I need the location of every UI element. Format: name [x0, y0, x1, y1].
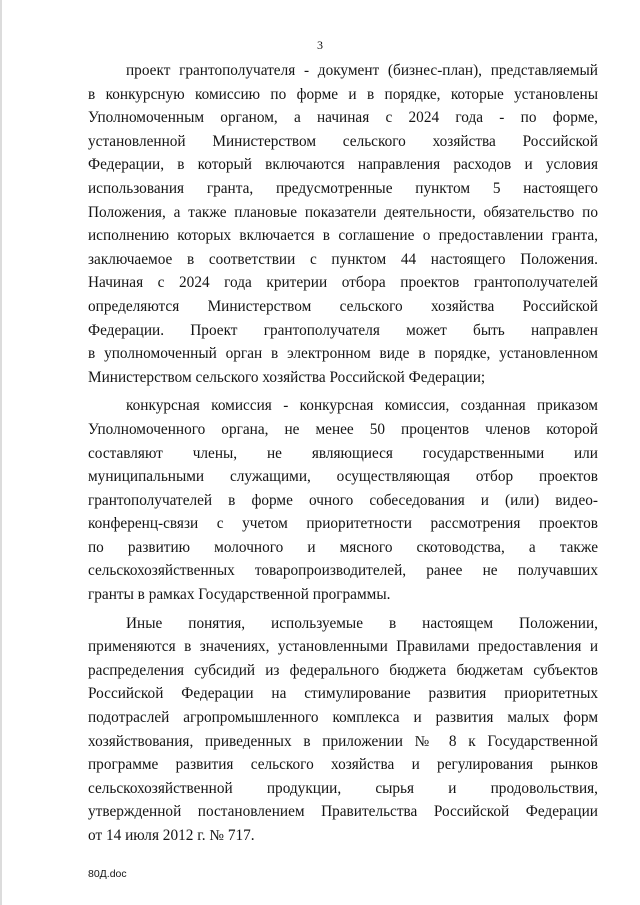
text-line: проект грантополучателя - документ (бизнес-план), представляемый: [126, 62, 598, 79]
text-line: от 14 июля 2012 г. № 717.: [88, 827, 255, 844]
text-line: сельскохозяйственной продукции, сырья и продовольствия,: [88, 779, 598, 797]
text-line: программе развития сельского хозяйства и регулирования рынков: [88, 756, 598, 774]
text-line: Положения, а также плановые показатели деятельности, обязательство по: [88, 203, 598, 221]
text-line: Министерством сельского хозяйства Российской Федерации;: [88, 368, 486, 386]
text-line: определяются Министерством сельского хозяйства Российской: [88, 297, 598, 315]
text-line: Иные понятия, используемые в настоящем Положении,: [126, 614, 598, 632]
text-line: хозяйствования, приведенных в приложении № 8 к Государственной: [88, 732, 598, 750]
paragraph: [88, 59, 598, 389]
text-line: в уполномоченный орган в электронном виде в порядке, установленном: [88, 345, 598, 363]
text-line: сельскохозяйственных товаропроизводителей, ранее не получавших: [88, 562, 598, 580]
text-line: Уполномоченного органа, не менее 50 процентов членов которой: [88, 420, 598, 438]
text-line: исполнению которых включается в соглашение о предоставлении гранта,: [88, 227, 598, 245]
document-body: [88, 59, 598, 848]
text-line: утвержденной постановлением Правительства Российской Федерации: [88, 803, 598, 821]
scan-edge: [0, 0, 2, 905]
text-line: применяются в значениях, установленными Правилами предоставления и: [88, 638, 598, 656]
text-line: Федерации, в который включаются направления расходов и условия: [88, 156, 598, 174]
text-line: Федерации. Проект грантополучателя может быть направлен: [88, 321, 598, 339]
footer-filename: 80Д.doc: [88, 868, 127, 880]
text-line: Начиная с 2024 года критерии отбора проектов грантополучателей: [88, 274, 598, 292]
paragraph: [88, 612, 598, 848]
text-line: конкурсная комиссия - конкурсная комиссия, созданная приказом: [126, 397, 598, 415]
text-line: гранты в рамках Государственной программы.: [88, 586, 391, 604]
text-line: использования гранта, предусмотренные пунктом 5 настоящего: [88, 179, 598, 197]
text-line: подотраслей агропромышленного комплекса и развития малых форм: [88, 709, 598, 727]
text-line: установленной Министерством сельского хозяйства Российской: [88, 132, 598, 150]
paragraph: [88, 394, 598, 606]
text-line: по развитию молочного и мясного скотоводства, а также: [88, 538, 598, 556]
page-number: 3: [317, 38, 323, 52]
text-line: распределения субсидий из федерального бюджета бюджетам субъектов: [88, 661, 598, 679]
text-line: Уполномоченным органом, а начиная с 2024 года - по форме,: [88, 109, 598, 127]
text-line: муниципальными служащими, осуществляющая отбор проектов: [88, 468, 598, 486]
text-line: грантополучателей в форме очного собеседования и (или) видео-: [88, 491, 598, 509]
text-line: Российской Федерации на стимулирование развития приоритетных: [88, 685, 598, 703]
text-line: заключаемое в соответствии с пунктом 44 настоящего Положения.: [88, 250, 598, 268]
text-line: составляют члены, не являющиеся государственными или: [88, 444, 598, 462]
text-line: в конкурсную комиссию по форме и в порядке, которые установлены: [88, 85, 598, 103]
text-line: конференц-связи с учетом приоритетности рассмотрения проектов: [88, 515, 598, 533]
